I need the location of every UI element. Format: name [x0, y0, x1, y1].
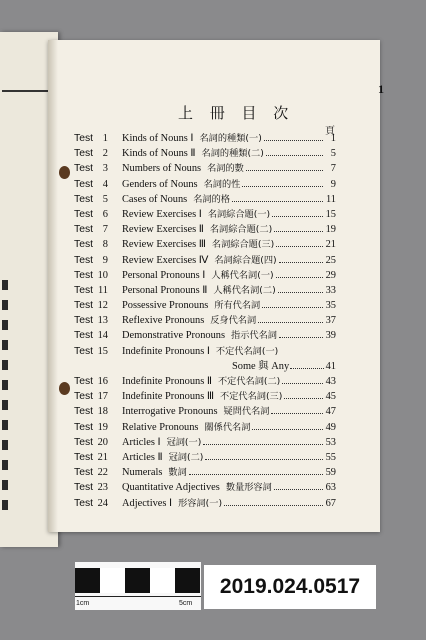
toc-test-number: 20 [97, 436, 108, 448]
toc-english-title [122, 268, 274, 283]
swatch-black [75, 568, 100, 593]
ruler-label-left: 1cm [76, 600, 90, 607]
toc-entry [74, 131, 336, 146]
text-fragment [2, 400, 8, 410]
swatch-white [100, 568, 125, 593]
toc-english-text: Demonstrative Pronouns [122, 330, 226, 342]
toc-test-label: Test [74, 148, 94, 160]
toc-chinese-title: 不定代名詞(一) [215, 345, 279, 357]
toc-chinese-title: 疑問代名詞 [223, 406, 270, 418]
toc-leader-dots [276, 237, 323, 252]
toc-chinese-title: 人稱代名詞(一) [211, 269, 274, 281]
toc-entry [74, 313, 336, 328]
toc-leader-dots [189, 465, 323, 480]
toc-entry-continuation: Some 與 Any [232, 360, 290, 372]
accession-number-label: 2019.024.0517 [204, 565, 376, 609]
toc-test-number: 23 [97, 482, 108, 494]
page-number: 1 [378, 82, 384, 96]
table-of-contents [74, 131, 336, 511]
toc-chinese-title: 所有代名詞 [214, 300, 261, 312]
toc-leader-dots [284, 389, 323, 404]
toc-test-number: 11 [97, 284, 108, 296]
toc-page-number: 63 [325, 482, 336, 494]
toc-test-label: Test [74, 345, 94, 357]
toc-test-label: Test [74, 376, 94, 387]
toc-entry [74, 404, 336, 419]
toc-test-label: Test [74, 467, 94, 479]
toc-english-title [122, 222, 272, 237]
toc-entry [74, 359, 336, 374]
toc-test-label: Test [74, 163, 94, 175]
text-fragment [2, 280, 8, 290]
toc-entry [74, 253, 336, 268]
toc-page-number: 55 [325, 451, 336, 463]
toc-test-label: Test [74, 133, 94, 144]
page-title: 上 冊 目 次 [178, 104, 295, 122]
toc-english-title [122, 298, 260, 313]
toc-test-label: Test [74, 208, 94, 220]
toc-chinese-title: 數詞 [168, 467, 187, 479]
toc-entry [74, 420, 336, 435]
toc-english-title [122, 420, 250, 435]
text-fragment [2, 320, 8, 330]
toc-entry [74, 161, 336, 176]
toc-leader-dots [271, 404, 323, 419]
toc-test-label: Test [74, 300, 94, 312]
toc-test-number: 13 [97, 315, 108, 327]
toc-leader-dots [266, 146, 323, 161]
toc-test-number: 5 [102, 193, 108, 205]
toc-english-text: Relative Pronouns [122, 421, 199, 433]
toc-english-text: Review Exercises Ⅲ [122, 239, 206, 251]
toc-english-title [122, 207, 270, 222]
toc-english-text: Articles Ⅱ [122, 451, 163, 463]
toc-english-text: Genders of Nouns [122, 178, 198, 190]
divider-line [2, 90, 52, 92]
toc-entry [74, 177, 336, 192]
toc-leader-dots [258, 313, 323, 328]
page-column-header: 頁 [325, 126, 335, 137]
toc-english-text: Numbers of Nouns [122, 163, 202, 175]
toc-page-number: 35 [325, 300, 336, 312]
toc-english-text: Indefinite Pronouns Ⅲ [122, 391, 215, 403]
toc-page-number: 59 [325, 467, 336, 479]
toc-english-title [122, 146, 264, 161]
toc-leader-dots [246, 161, 323, 176]
toc-english-title [122, 404, 269, 419]
toc-chinese-title: 名詞的數 [207, 163, 244, 175]
text-fragment [2, 480, 8, 490]
toc-page-number: 53 [325, 436, 336, 448]
toc-entry [74, 237, 336, 252]
toc-chinese-title: 指示代名詞 [231, 330, 277, 342]
toc-test-label: Test [74, 482, 94, 494]
text-fragment [2, 380, 8, 390]
toc-test-number: 3 [102, 163, 108, 175]
toc-entry [74, 207, 336, 222]
toc-chinese-title: 不定代名詞(二) [217, 376, 281, 387]
ruler-label-right: 5cm [179, 600, 193, 607]
toc-english-title [122, 313, 256, 328]
toc-test-label: Test [74, 284, 94, 296]
toc-page-number: 19 [325, 224, 336, 236]
toc-entry [74, 268, 336, 283]
toc-test-number: 18 [97, 406, 108, 418]
swatch-white [150, 568, 175, 593]
toc-entry [74, 222, 336, 237]
toc-english-text: Articles Ⅰ [122, 436, 161, 448]
toc-leader-dots [274, 480, 323, 495]
toc-english-title [122, 283, 276, 298]
toc-page-number: 43 [325, 376, 336, 387]
toc-test-number: 10 [97, 269, 108, 281]
toc-page-number: 45 [325, 391, 336, 403]
toc-page-number: 33 [325, 284, 336, 296]
toc-chinese-title: 數量形容詞 [225, 482, 272, 494]
toc-chinese-title: 名詞綜合題(四) [214, 254, 277, 266]
toc-page-number: 29 [325, 269, 336, 281]
binding-hole [59, 166, 70, 179]
toc-chinese-title: 名詞綜合題(三) [211, 239, 275, 251]
text-fragment [2, 420, 8, 430]
toc-chinese-title: 名詞的種類(一) [199, 133, 262, 144]
text-fragment [2, 460, 8, 470]
toc-english-text: Quantitative Adjectives [122, 482, 220, 494]
toc-entry [74, 328, 336, 343]
toc-test-number: 2 [102, 148, 108, 160]
toc-page-number: 7 [330, 163, 336, 175]
toc-page-number: 15 [325, 208, 336, 220]
color-calibration-chart [75, 562, 201, 610]
toc-english-text: Cases of Nouns [122, 193, 188, 205]
toc-test-label: Test [74, 436, 94, 448]
toc-page-number: 47 [325, 406, 336, 418]
toc-leader-dots [272, 207, 323, 222]
toc-test-label: Test [74, 178, 94, 190]
swatch-black [175, 568, 200, 593]
toc-entry [74, 283, 336, 298]
toc-page-number: 9 [330, 178, 336, 190]
toc-test-number: 24 [97, 497, 108, 509]
toc-test-label: Test [74, 421, 94, 433]
toc-leader-dots [274, 222, 323, 237]
toc-leader-dots [279, 328, 323, 343]
toc-entry [74, 344, 336, 359]
toc-test-label: Test [74, 406, 94, 418]
toc-test-label: Test [74, 254, 94, 266]
toc-english-title [122, 192, 230, 207]
toc-test-number: 1 [102, 133, 108, 144]
toc-entry [74, 435, 336, 450]
toc-english-title [122, 496, 222, 511]
toc-leader-dots [252, 420, 323, 435]
toc-chinese-title: 名詞綜合題(一) [207, 208, 271, 220]
toc-entry [74, 465, 336, 480]
toc-chinese-title: 冠詞(二) [168, 451, 204, 463]
text-fragment [2, 340, 8, 350]
toc-test-label: Test [74, 330, 94, 342]
toc-page-number: 39 [325, 330, 336, 342]
toc-english-text: Indefinite Pronouns Ⅰ [122, 345, 210, 357]
toc-page-number: 37 [325, 315, 336, 327]
toc-leader-dots [282, 374, 323, 389]
toc-leader-dots [262, 298, 323, 313]
toc-test-number: 22 [97, 467, 108, 479]
scale-ruler [75, 596, 201, 611]
toc-test-label: Test [74, 497, 94, 509]
page-gutter [48, 40, 58, 532]
toc-english-title [122, 161, 244, 176]
toc-chinese-title: 名詞的性 [203, 178, 241, 190]
text-fragment [2, 500, 8, 510]
toc-entry [74, 298, 336, 313]
toc-page-number: 5 [330, 148, 336, 160]
toc-test-label: Test [74, 391, 94, 403]
toc-english-title [122, 480, 272, 495]
toc-chinese-title: 關係代名詞 [204, 421, 251, 433]
toc-page-number: 21 [325, 239, 336, 251]
toc-page-number: 11 [325, 193, 336, 205]
toc-test-number: 6 [102, 208, 108, 220]
text-fragment [2, 440, 8, 450]
toc-english-title [122, 131, 262, 146]
toc-english-text: Review Exercises Ⅰ [122, 208, 202, 220]
toc-chinese-title: 人稱代名詞(二) [213, 284, 276, 296]
toc-test-number: 21 [97, 451, 108, 463]
text-fragment [2, 360, 8, 370]
toc-english-text: Review Exercises Ⅱ [122, 224, 204, 236]
toc-chinese-title: 反身代名詞 [210, 315, 257, 327]
toc-test-label: Test [74, 451, 94, 463]
toc-leader-dots [276, 268, 323, 283]
toc-leader-dots [279, 253, 323, 268]
toc-english-text: Personal Pronouns Ⅱ [122, 284, 208, 296]
toc-english-title [122, 465, 187, 480]
toc-test-number: 19 [97, 421, 108, 433]
toc-entry [74, 192, 336, 207]
toc-test-number: 12 [97, 300, 108, 312]
toc-leader-dots [205, 450, 323, 465]
toc-chinese-title: 冠詞(一) [166, 436, 202, 448]
toc-chinese-title: 形容詞(一) [178, 497, 223, 509]
toc-page-number: 49 [325, 421, 336, 433]
toc-test-number: 16 [97, 376, 108, 387]
toc-english-text: Adjectives Ⅰ [122, 497, 173, 509]
toc-page-number: 25 [325, 254, 336, 266]
swatch-black [125, 568, 150, 593]
toc-test-label: Test [74, 315, 94, 327]
toc-chinese-title: 不定代名詞(三) [220, 391, 283, 403]
toc-english-title [122, 389, 282, 404]
toc-english-title [122, 450, 203, 465]
toc-leader-dots [290, 359, 324, 374]
toc-test-label: Test [74, 224, 94, 236]
toc-test-number: 4 [102, 178, 108, 190]
toc-leader-dots [264, 131, 323, 146]
toc-test-number: 8 [102, 239, 108, 251]
toc-entry [74, 389, 336, 404]
toc-chinese-title: 名詞的格 [193, 193, 230, 205]
toc-english-text: Reflexive Pronouns [122, 315, 205, 327]
toc-english-text: Possessive Pronouns [122, 300, 209, 312]
toc-test-number: 17 [97, 391, 108, 403]
toc-test-number: 14 [97, 330, 108, 342]
toc-test-number: 7 [102, 224, 108, 236]
toc-test-label: Test [74, 269, 94, 281]
toc-entry [74, 450, 336, 465]
text-fragment [2, 300, 8, 310]
toc-english-text: Personal Pronouns Ⅰ [122, 269, 206, 281]
toc-english-text: Kinds of Nouns Ⅱ [122, 148, 196, 160]
toc-leader-dots [278, 283, 323, 298]
toc-entry [74, 374, 336, 389]
toc-english-title [122, 237, 274, 252]
toc-test-label: Test [74, 239, 94, 251]
toc-english-text: Review Exercises Ⅳ [122, 254, 209, 266]
toc-test-number: 15 [97, 345, 108, 357]
toc-english-text: Numerals [122, 467, 163, 479]
toc-leader-dots [232, 192, 323, 207]
toc-english-title [122, 374, 280, 389]
toc-entry [74, 480, 336, 495]
toc-english-text: Indefinite Pronouns Ⅱ [122, 376, 212, 387]
toc-leader-dots [224, 496, 323, 511]
toc-chinese-title: 名詞綜合題(二) [209, 224, 273, 236]
toc-leader-dots [203, 435, 323, 450]
toc-english-title [122, 328, 277, 343]
toc-leader-dots [242, 177, 323, 192]
toc-english-text: Interrogative Pronouns [122, 406, 218, 418]
toc-entry [74, 146, 336, 161]
toc-test-label: Test [74, 193, 94, 205]
toc-page-number: 41 [325, 360, 336, 372]
toc-page-number: 67 [325, 497, 336, 509]
toc-test-number: 9 [102, 254, 108, 266]
toc-entry [74, 496, 336, 511]
binding-hole [59, 382, 70, 395]
toc-english-text: Kinds of Nouns Ⅰ [122, 133, 194, 144]
toc-english-title [122, 253, 277, 268]
toc-english-title [122, 177, 240, 192]
toc-page-number: 1 [330, 133, 336, 144]
toc-english-title [122, 344, 278, 359]
toc-chinese-title: 名詞的種類(二) [201, 148, 264, 160]
toc-english-title [122, 435, 201, 450]
